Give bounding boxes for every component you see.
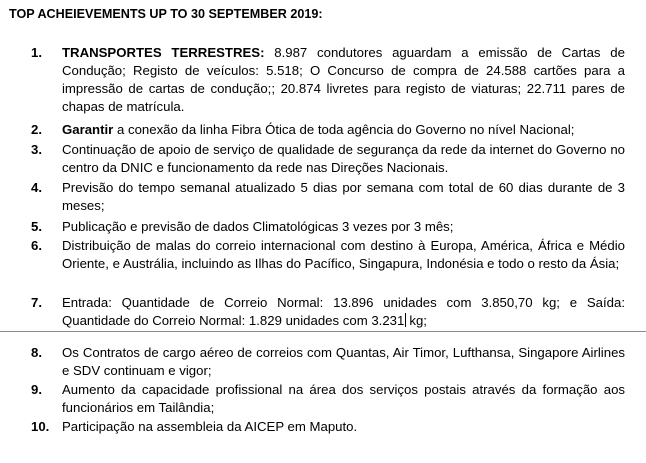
item-keyword: TRANSPORTES TERRESTRES: xyxy=(62,45,265,60)
item-text: Os Contratos de cargo aéreo de correios com Quantas, Air Timor, Lufthansa, Singapore Airlines e SDV continuam e vigor; xyxy=(62,345,625,378)
item-number: 9. xyxy=(31,382,42,397)
section-divider xyxy=(0,331,646,332)
item-text xyxy=(62,44,625,116)
item-number: 7. xyxy=(31,295,42,310)
item-body: a conexão da linha Fibra Ótica de toda agência do Governo no nível Nacional; xyxy=(116,122,575,137)
item-keyword: Garantir xyxy=(62,122,114,137)
item-number: 2. xyxy=(31,122,42,137)
item-body-end: kg; xyxy=(409,313,427,328)
text-cursor xyxy=(405,313,406,327)
item-number: 6. xyxy=(31,238,42,253)
item-text: Publicação e previsão de dados Climatológicas 3 vezes por 3 mês; xyxy=(62,219,454,234)
document-title: TOP ACHEIEVEMENTS UP TO 30 SEPTEMBER 2019: xyxy=(9,7,323,21)
item-text: Participação na assembleia da AICEP em Maputo. xyxy=(62,419,358,434)
item-body: 8.987 condutores aguardam a emissão de Cartas de Condução; Registo de veículos: 5.518; O Concurso de compra de 24.588 cartões para a impressão de cartas de condução;; 20.874 livretes para registo de viaturas; 22.711 pares de chapas de matrícula. xyxy=(62,45,625,114)
item-number: 1. xyxy=(31,45,42,60)
item-text: Continuação de apoio de serviço de qualidade de segurança da rede da internet do Governo no centro da DNIC e funcionamento da rede nas Direções Nacionais. xyxy=(62,142,625,175)
item-number: 5. xyxy=(31,219,42,234)
item-number: 3. xyxy=(31,142,42,157)
item-text: Previsão do tempo semanal atualizado 5 dias por semana com total de 60 dias durante de 3 meses; xyxy=(62,180,625,213)
item-text: Aumento da capacidade profissional na área dos serviços postais através da formação aos funcionários em Tailândia; xyxy=(62,382,625,415)
item-number: 8. xyxy=(31,345,42,360)
item-text: Distribuição de malas do correio internacional com destino à Europa, América, África e Médio Oriente, e Austrália, incluindo as Ilhas do Pacífico, Singapura, Indonésia e todo o resto da Ásia; xyxy=(62,238,625,271)
item-number: 4. xyxy=(31,180,42,195)
item-number: 10. xyxy=(31,419,50,434)
item-text xyxy=(62,121,625,139)
item-body: Entrada: Quantidade de Correio Normal: 13.896 unidades com 3.850,70 kg; e Saída: Quantidade do Correio Normal: 1.829 unidades com 3.231 xyxy=(62,295,625,328)
item-text xyxy=(62,294,625,330)
